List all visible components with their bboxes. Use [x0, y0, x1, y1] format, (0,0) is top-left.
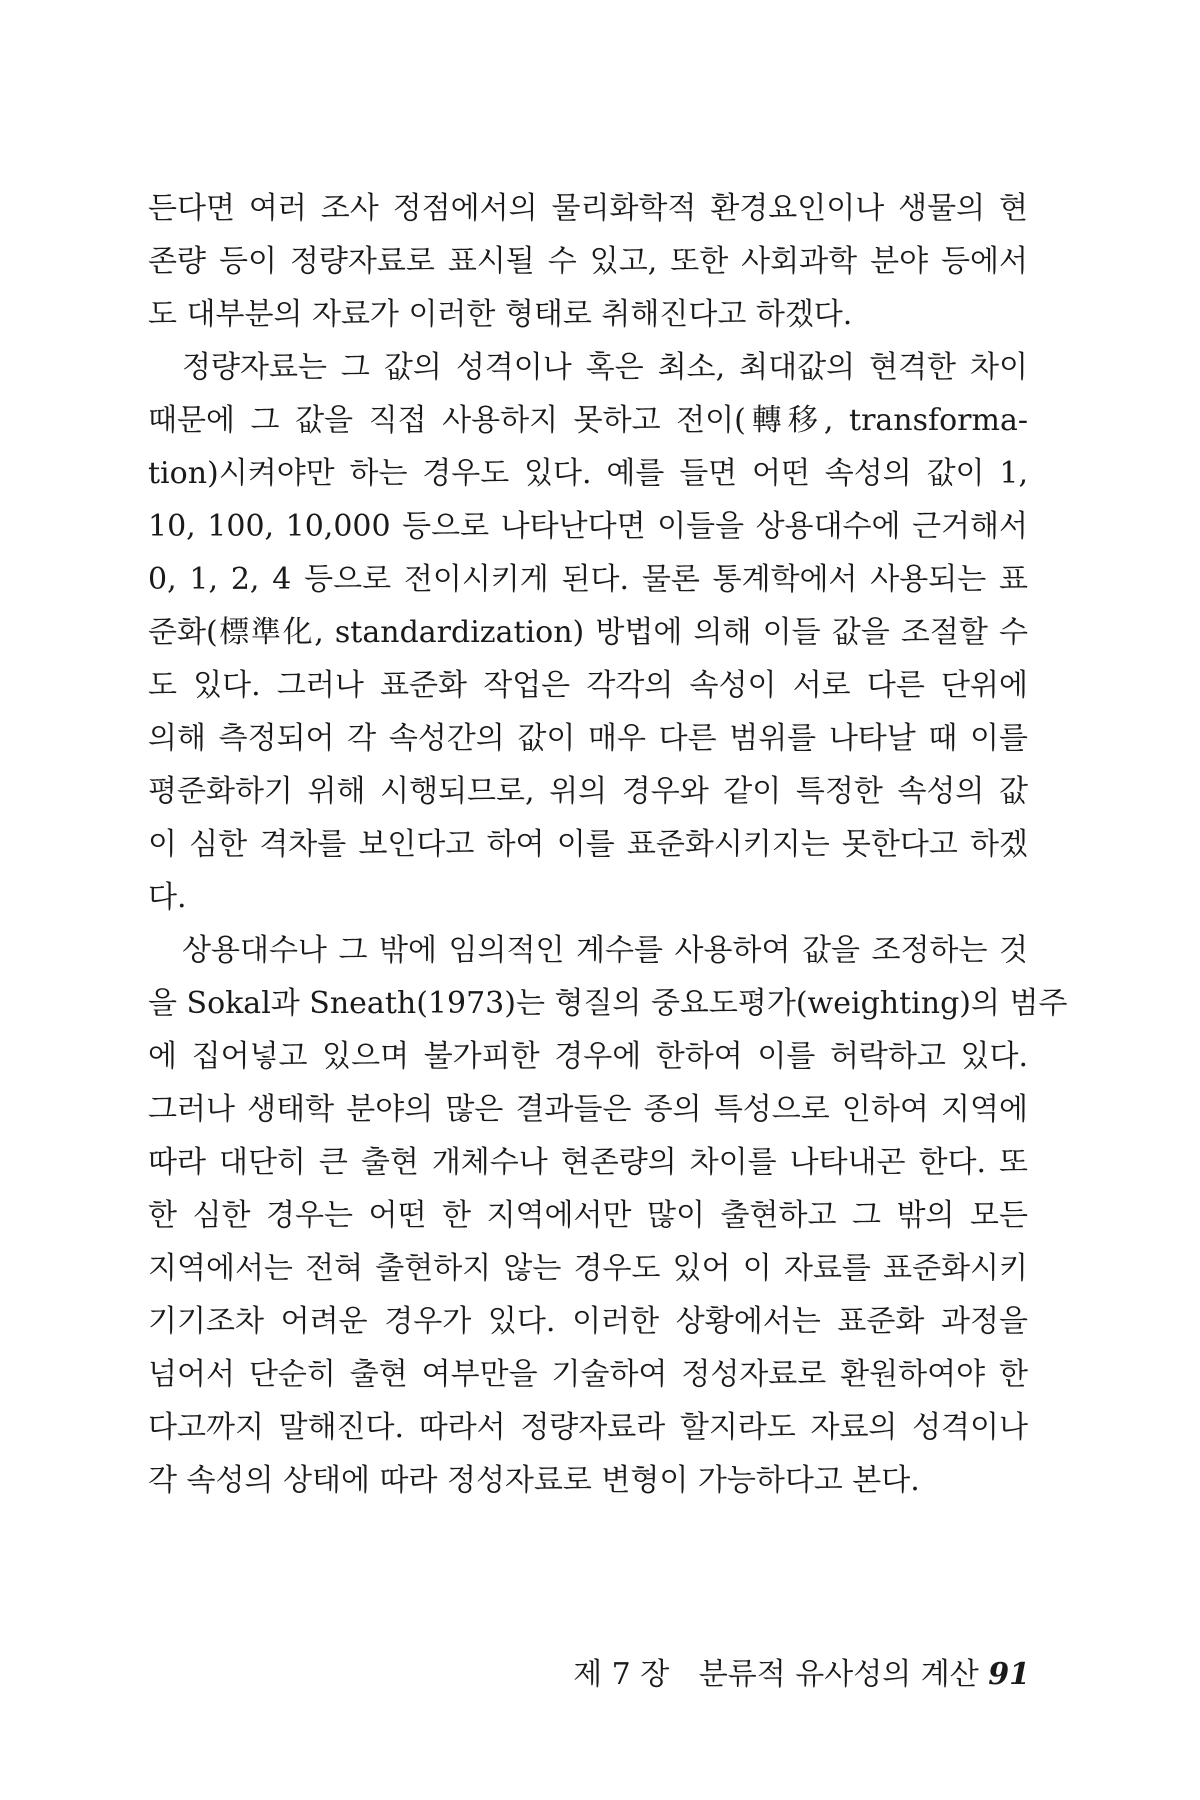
text-line: 때문에 그 값을 직접 사용하지 못하고 전이(轉移, transforma- [148, 403, 1028, 438]
text-line: 존량 등이 정량자료로 표시될 수 있고, 또한 사회과학 분야 등에서 [148, 244, 1028, 279]
text-line: 의해 측정되어 각 속성간의 값이 매우 다른 범위를 나타날 때 이를 [148, 721, 1028, 756]
page-number: 91 [988, 1657, 1030, 1692]
text-line: 그러나 생태학 분야의 많은 결과들은 종의 특성으로 인하여 지역에 [148, 1092, 1028, 1127]
text-line: 따라 대단히 큰 출현 개체수나 현존량의 차이를 나타내곤 한다. 또 [148, 1145, 1028, 1180]
text-line: 한 심한 경우는 어떤 한 지역에서만 많이 출현하고 그 밖의 모든 [148, 1198, 1028, 1233]
text-line: 준화(標準化, standardization) 방법에 의해 이들 값을 조절할 수 [148, 615, 1028, 650]
text-line: 10, 100, 10,000 등으로 나타난다면 이들을 상용대수에 근거해서 [148, 509, 1028, 544]
text-line: 이 심한 격차를 보인다고 하여 이를 표준화시키지는 못한다고 하겠 [148, 827, 1028, 862]
text-line: 도 대부분의 자료가 이러한 형태로 취해진다고 하겠다. [148, 297, 853, 332]
text-line: 다고까지 말해진다. 따라서 정량자료라 할지라도 자료의 성격이나 [148, 1410, 1028, 1445]
chapter-label: 제 7 장 [573, 1657, 670, 1692]
text-line: tion)시켜야만 하는 경우도 있다. 예를 들면 어떤 속성의 값이 1, [148, 456, 1028, 491]
text-line: 에 집어넣고 있으며 불가피한 경우에 한하여 이를 허락하고 있다. [148, 1039, 1028, 1074]
text-line: 상용대수나 그 밖에 임의적인 계수를 사용하여 값을 조정하는 것 [182, 933, 1028, 968]
chapter-title: 분류적 유사성의 계산 [698, 1657, 979, 1692]
text-line: 다. [148, 880, 187, 915]
text-line: 기기조차 어려운 경우가 있다. 이러한 상황에서는 표준화 과정을 [148, 1304, 1028, 1339]
text-line: 평준화하기 위해 시행되므로, 위의 경우와 같이 특정한 속성의 값 [148, 774, 1028, 809]
text-line: 넘어서 단순히 출현 여부만을 기술하여 정성자료로 환원하여야 한 [148, 1357, 1028, 1392]
text-line: 지역에서는 전혀 출현하지 않는 경우도 있어 이 자료를 표준화시키 [148, 1251, 1028, 1286]
body-text [148, 182, 1068, 1507]
text-line: 든다면 여러 조사 정점에서의 물리화학적 환경요인이나 생물의 현 [148, 191, 1028, 226]
text-line: 정량자료는 그 값의 성격이나 혹은 최소, 최대값의 현격한 차이 [182, 350, 1028, 385]
text-line: 각 속성의 상태에 따라 정성자료로 변형이 가능하다고 본다. [148, 1463, 920, 1498]
text-line: 을 Sokal과 Sneath(1973)는 형질의 중요도평가(weighting)의 범주 [148, 986, 1068, 1021]
text-line: 도 있다. 그러나 표준화 작업은 각각의 속성이 서로 다른 단위에 [148, 668, 1028, 703]
page-footer [570, 1655, 1030, 1695]
text-line: 0, 1, 2, 4 등으로 전이시키게 된다. 물론 통계학에서 사용되는 표 [148, 562, 1028, 597]
